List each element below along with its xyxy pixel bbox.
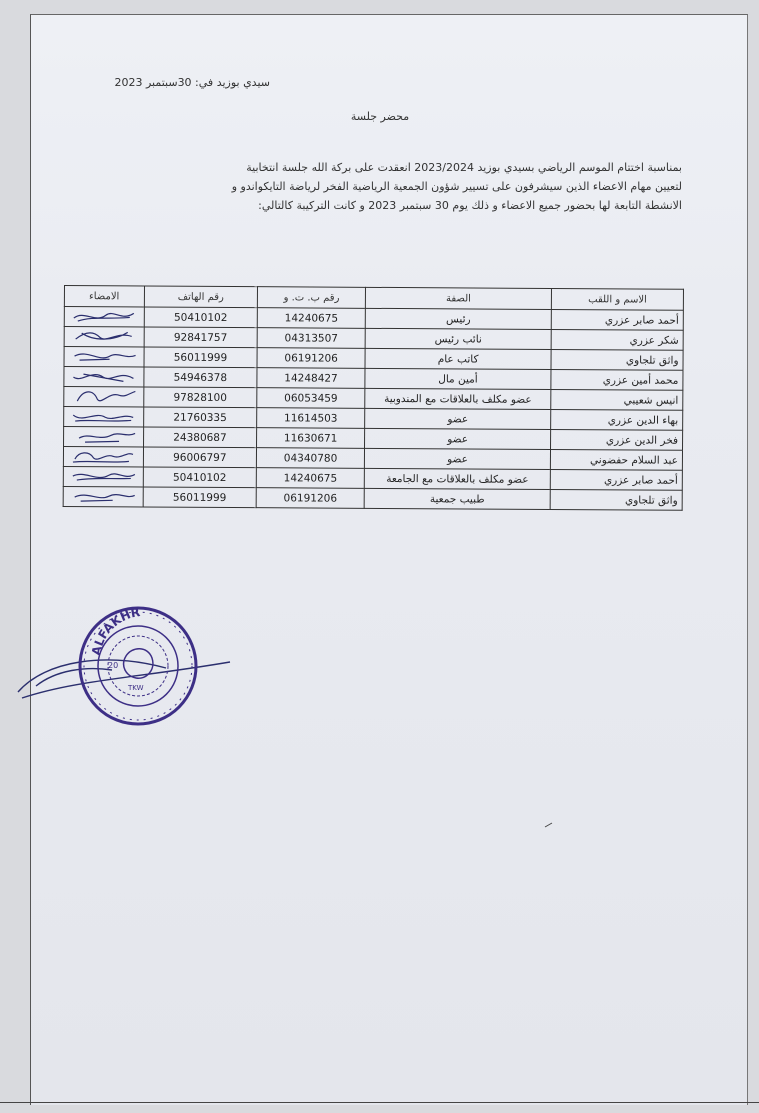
member-phone: 21760335	[143, 407, 257, 428]
member-role: طبيب جمعية	[364, 488, 550, 509]
member-role: عضو مكلف بالعلاقات مع الجامعة	[364, 468, 550, 489]
member-role: عضو مكلف بالعلاقات مع المندوبية	[365, 388, 551, 409]
member-role: أمين مال	[365, 368, 551, 389]
member-phone: 92841757	[144, 327, 258, 348]
member-phone: 54946378	[143, 367, 257, 388]
pen-mark-icon	[544, 821, 554, 829]
member-id: 04313507	[257, 328, 365, 349]
header-signature: الامضاء	[64, 286, 144, 307]
member-role: عضو	[364, 428, 550, 449]
member-name: واثق تلجاوي	[550, 489, 682, 510]
member-signature	[63, 466, 143, 486]
signature-icon	[69, 347, 139, 366]
member-signature	[64, 427, 144, 447]
document-date: سيدي بوزيد في: 30سبتمبر 2023	[114, 76, 270, 89]
stamp-seal-icon	[16, 600, 246, 730]
table-row	[63, 486, 682, 510]
members-table	[63, 285, 684, 511]
member-phone: 24380687	[143, 427, 257, 448]
member-phone: 56011999	[143, 487, 257, 508]
member-role: نائب رئيس	[365, 328, 551, 349]
member-signature	[64, 387, 144, 407]
stamp-inner-text: TKW	[128, 684, 144, 692]
member-id: 11614503	[257, 408, 365, 429]
header-name: الاسم و اللقب	[552, 288, 684, 310]
member-role: رئيس	[365, 308, 551, 329]
signature-icon	[69, 307, 139, 326]
member-signature	[63, 486, 143, 506]
signature-icon	[69, 327, 139, 346]
official-stamp	[16, 600, 246, 730]
member-signature	[64, 327, 144, 347]
member-id: 14240675	[257, 468, 365, 489]
member-name: عبد السلام حفضوني	[551, 449, 683, 470]
member-name: محمد أمين عزري	[551, 369, 683, 390]
member-name: أحمد صابر عزري	[551, 309, 683, 330]
member-id: 06191206	[257, 348, 365, 369]
intro-paragraph	[92, 158, 682, 215]
member-name: انيس شعيبي	[551, 389, 683, 410]
member-signature	[64, 347, 144, 367]
signature-icon	[69, 427, 139, 446]
header-phone: رقم الهاتف	[144, 286, 258, 308]
member-signature	[63, 447, 143, 467]
member-name: بهاء الدين عزري	[551, 409, 683, 430]
member-id: 14248427	[257, 368, 365, 389]
signature-icon	[68, 447, 138, 466]
signature-icon	[68, 467, 138, 486]
member-phone: 97828100	[143, 387, 257, 408]
member-phone: 96006797	[143, 447, 257, 468]
member-id: 06053459	[257, 388, 365, 409]
document-title: محضر جلسة	[350, 110, 410, 123]
member-id: 11630671	[257, 428, 365, 449]
signature-icon	[69, 407, 139, 426]
member-signature	[64, 307, 144, 327]
signature-icon	[68, 487, 138, 506]
page-bottom-rule	[0, 1102, 759, 1103]
header-id-number: رقم ب. ت. و	[258, 287, 366, 309]
member-id: 14240675	[258, 308, 366, 329]
intro-line-3: الانشطة التابعة لها بحضور جميع الاعضاء و ذلك يوم 30 سبتمبر 2023 و كانت التركيبة كالتالي:	[258, 199, 682, 212]
member-role: كاتب عام	[365, 348, 551, 369]
header-role: الصفة	[365, 287, 551, 309]
member-name: فخر الدين عزري	[551, 429, 683, 450]
signature-icon	[69, 387, 139, 406]
member-phone: 56011999	[144, 347, 258, 368]
member-id: 04340780	[257, 448, 365, 469]
intro-line-2: لتعيين مهام الاعضاء الذين سيشرفون على تسيير شؤون الجمعية الرياضية الفخر لرياضة التايكواندو و	[231, 180, 682, 193]
member-signature	[64, 367, 144, 387]
member-name: شكر عزري	[551, 329, 683, 350]
member-phone: 50410102	[144, 307, 258, 328]
member-phone: 50410102	[143, 467, 257, 488]
member-name: واثق تلجاوي	[551, 349, 683, 370]
member-role: عضو	[365, 408, 551, 429]
stamp-year: 20	[108, 661, 119, 670]
signature-icon	[69, 367, 139, 386]
member-name: أحمد صابر عزري	[550, 469, 682, 490]
intro-line-1: بمناسبة اختتام الموسم الرياضي بسيدي بوزيد 2023/2024 انعقدت على بركة الله جلسة انتخابية	[246, 161, 682, 174]
stamp-name: ALFAKHR	[89, 605, 142, 657]
member-signature	[64, 407, 144, 427]
member-id: 06191206	[256, 488, 364, 509]
member-role: عضو	[364, 448, 550, 469]
